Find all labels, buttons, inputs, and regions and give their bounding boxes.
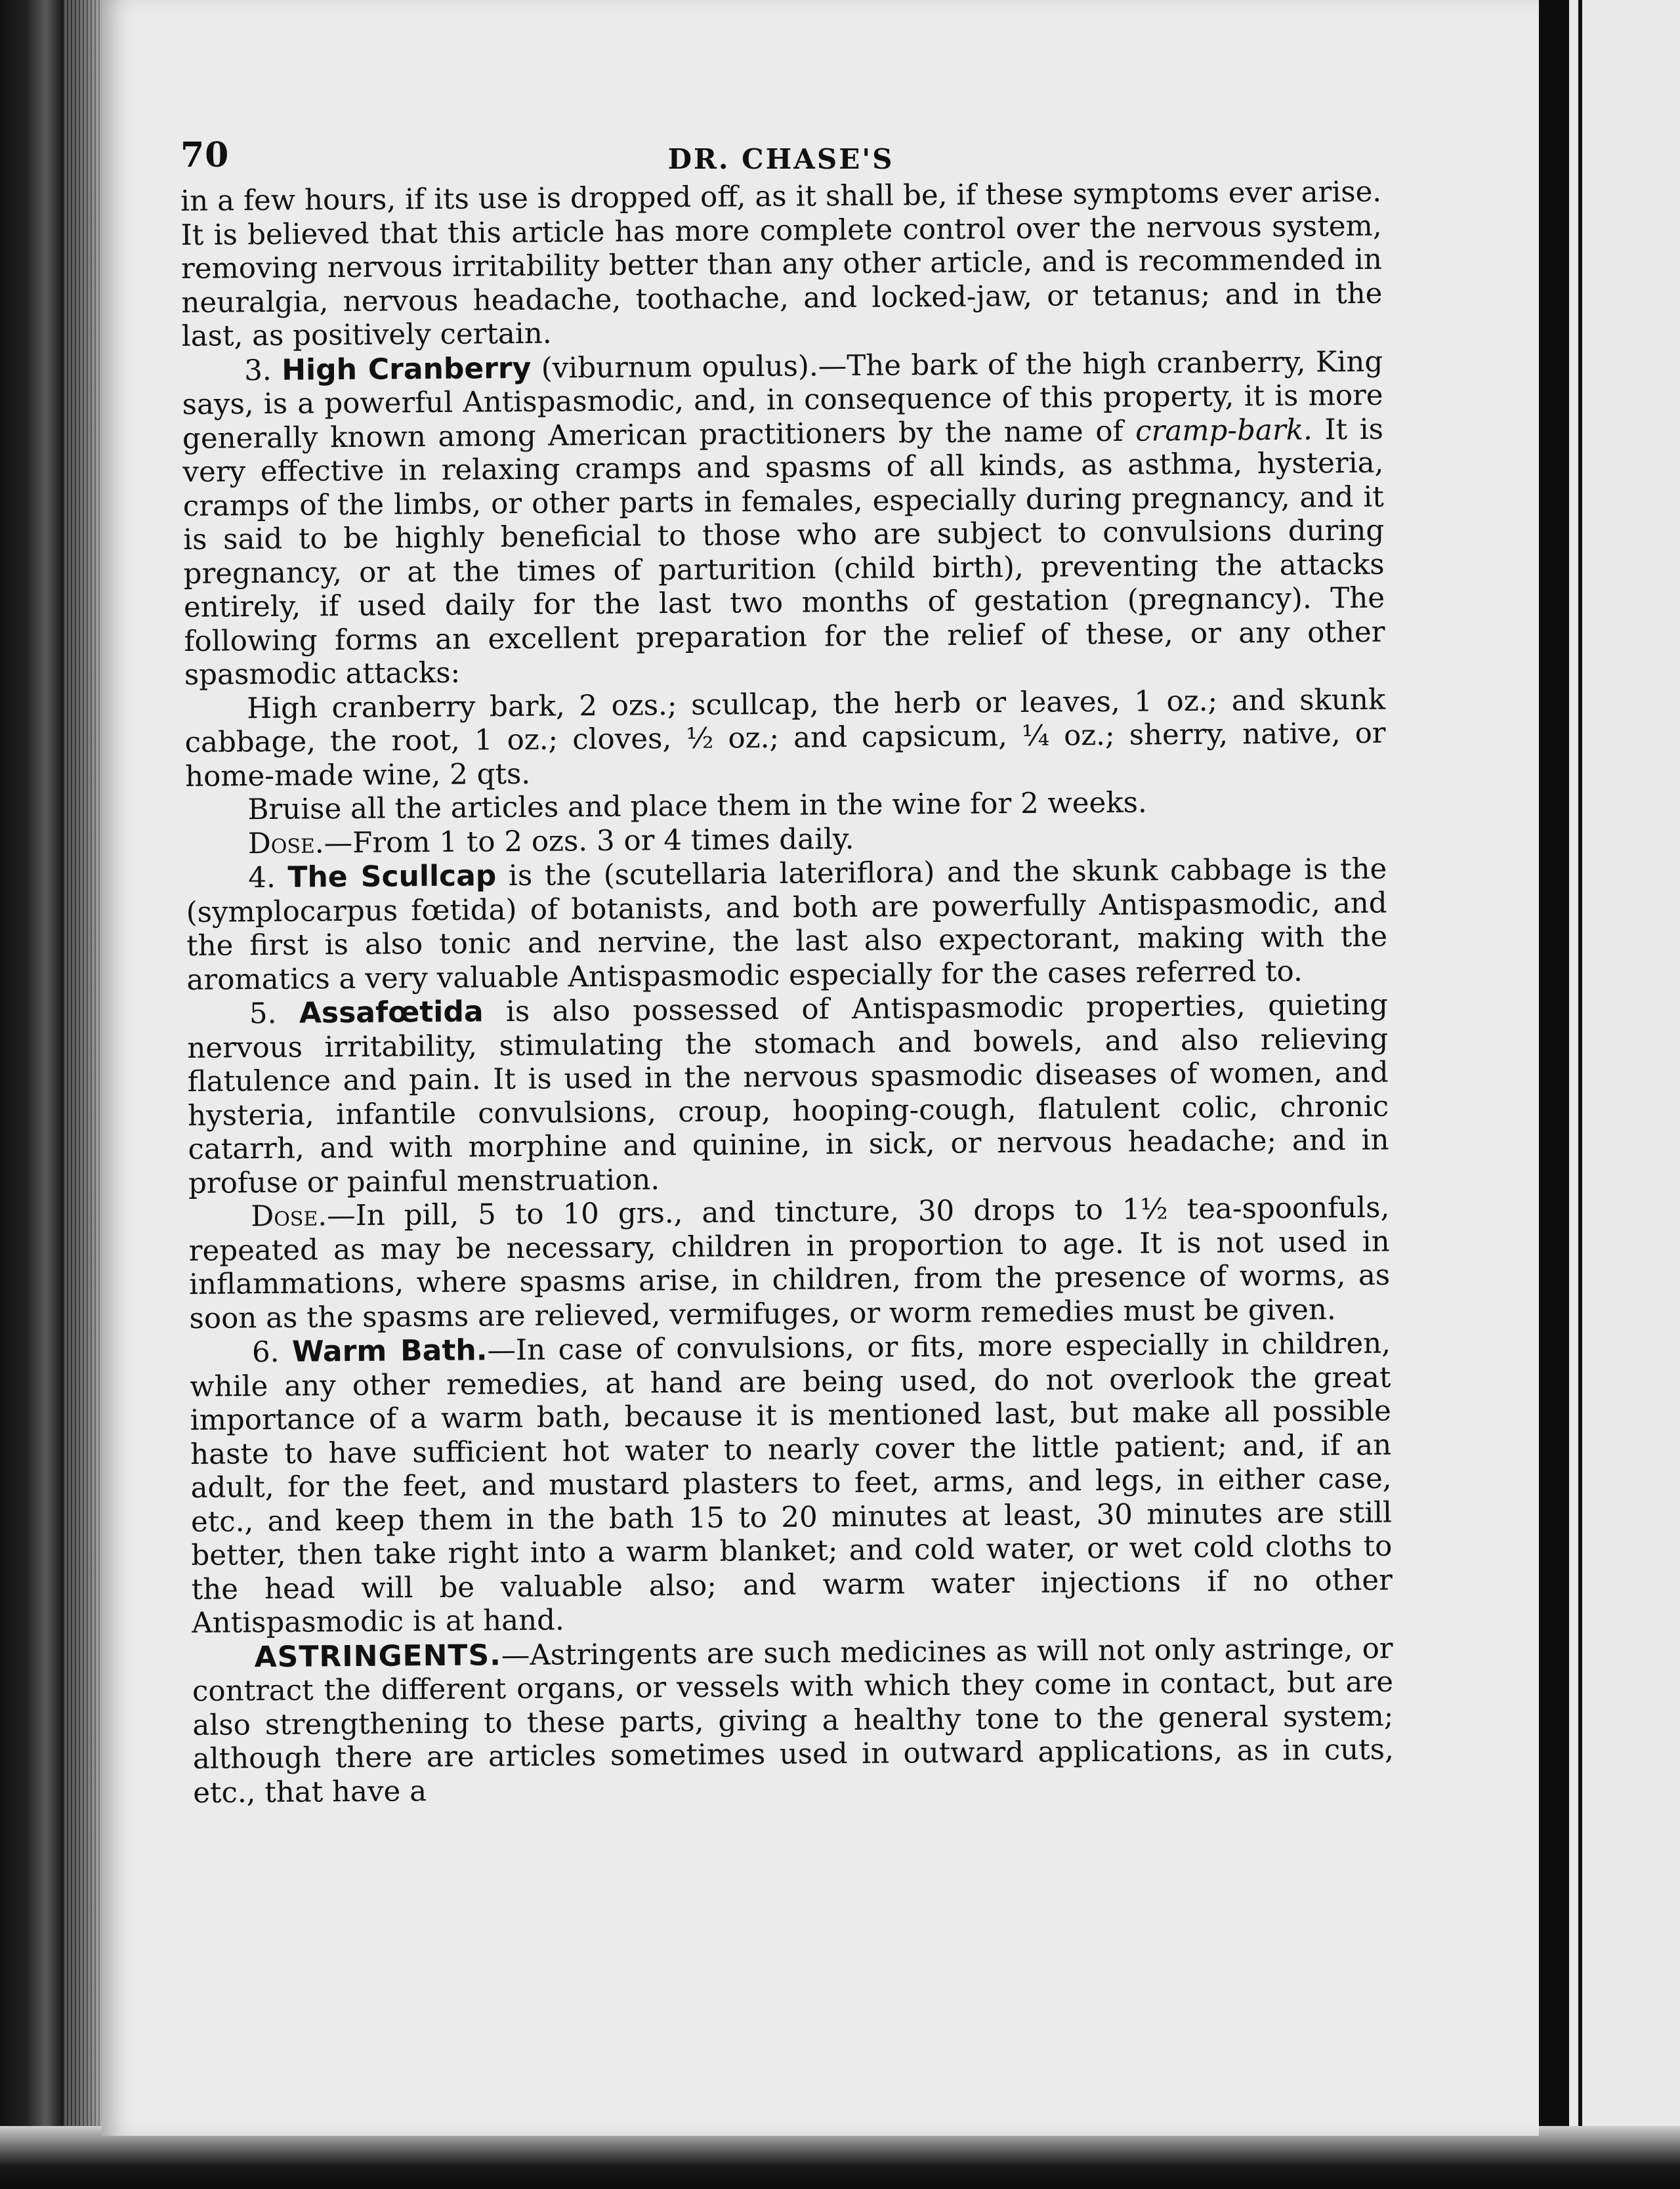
item-number: 5. [249, 997, 277, 1031]
item-heading: Warm Bath. [291, 1333, 488, 1369]
recipe-instructions: Bruise all the articles and place them in the wine for 2 weeks. [247, 786, 1147, 827]
paragraph-assafoetida [187, 988, 1389, 1201]
running-head: DR. CHASE'S [667, 143, 894, 175]
item-heading: The Scullcap [287, 859, 497, 894]
paragraph-text: is also possessed of Antispasmodic properties, quieting nervous irritability, stimulating the stomach and bowels, and also relieving flatulence and pain. It is used in the nervous spasmodic diseases of women, and hysteria, infantile convulsions, croup, hooping-cough, flatulent colic, chronic catarrh, and with morphine and quinine, in sick, or nervous headache; and in profuse or painful menstruation. [187, 988, 1389, 1200]
paragraph-continuation: in a few hours, if its use is dropped off, as it shall be, if these symptoms ever arise. It is believed that this article has more complete control over the nervous system, removing nervous irritability better than any other article, and is recommended in neuralgia, nervous headache, toothache, and locked-jaw, or tetanus; and in the last, as positively certain. [180, 175, 1383, 353]
paragraph-scullcap [186, 852, 1388, 997]
paragraph-high-cranberry [182, 344, 1385, 692]
recipe-ingredients: High cranberry bark, 2 ozs.; scullcap, the herb or leaves, 1 oz.; and skunk cabbage, the root, 1 oz.; cloves, ½ oz.; and capsicum, ¼ oz.; sherry, native, or home-made wine, 2 qts. [184, 683, 1386, 793]
dose-text: —From 1 to 2 ozs. 3 or 4 times daily. [324, 822, 854, 860]
paragraph-text: —In case of convulsions, or fits, more especially in children, while any other remedies, at hand are being used, do not overlook the great importance of a warm bath, because it is mentioned last, but make all possible haste to have sufficient hot water to nearly cover the little patient; and, if an adult, for the feet, and mustard plasters to feet, arms, and legs, in either case, etc., and keep them in the bath 15 to 20 minutes at least, 30 minutes are still better, then take right into a warm blanket; and cold water, or wet cold cloths to the head will be valuable also; and warm water injections if no other Antispasmodic is at hand. [190, 1327, 1393, 1640]
item-number: 3. [244, 354, 272, 387]
right-edge-line [1578, 0, 1582, 2189]
section-heading: ASTRINGENTS. [254, 1638, 502, 1674]
page-header [180, 131, 1381, 184]
page-number: 70 [180, 135, 230, 175]
dose-paragraph [188, 1192, 1391, 1336]
item-number: 6. [251, 1335, 280, 1369]
item-heading: High Cranberry [282, 351, 532, 387]
paragraph-text: is the (scutellaria lateriflora) and the skunk cabbage is the (symplocarpus fœtida) of botanists, and both are powerfully Antispasmodic, and the first is also tonic and nervine, the last also expectorant, making with the aromatics a very valuable Antispasmodic especially for the cases referred to. [186, 852, 1388, 997]
dose-label: Dose. [251, 1199, 327, 1234]
paragraph-text: It is very effective in relaxing cramps and spasms of all kinds, as asthma, hysteria, cramps of the limbs, or other parts in females, especially during pregnancy, and it is said to be highly beneficial to those who are subject to convulsions during pregnancy, or at the times of parturition (child birth), preventing the attacks entirely, if used daily for the last two months of gestation (pregnancy). The following forms an excellent preparation for the relief of these, or any other spasmodic attacks: [182, 413, 1385, 692]
paragraph-warm-bath [190, 1327, 1393, 1641]
body-text [180, 176, 1394, 1810]
item-heading: Assafœtida [299, 995, 484, 1030]
dose-text: —In pill, 5 to 10 grs., and tincture, 30 drops to 1½ tea-spoonfuls, repeated as may be necessary, children in proportion to age. It is not used in inflammations, where spasms arise, in children, from the presence of worms, as soon as the spasms are relieved, vermifuges, or worm remedies must be given. [188, 1191, 1391, 1335]
italic-term: cramp-bark. [1135, 413, 1313, 448]
paragraph-text: —Astringents are such medicines as will not only astringe, or contract the different organs, or vessels with which they come in contact, but are also strengthening to these parts, giving a healthy tone to the general system; although there are articles sometimes used in outward applications, as in cuts, etc., that have a [192, 1632, 1394, 1810]
paragraph-astringents [192, 1631, 1394, 1810]
item-number: 4. [248, 861, 276, 895]
right-edge-shadow [1539, 0, 1569, 2133]
paragraph-text: (viburnum opulus).—The bark of the high cranberry, King says, is a powerful Antispasmodic, and, in consequence of this property, it is more generally known among American practitioners by the name of [182, 345, 1383, 455]
page-edges-gutter [63, 0, 102, 2189]
dose-label: Dose. [247, 826, 324, 860]
